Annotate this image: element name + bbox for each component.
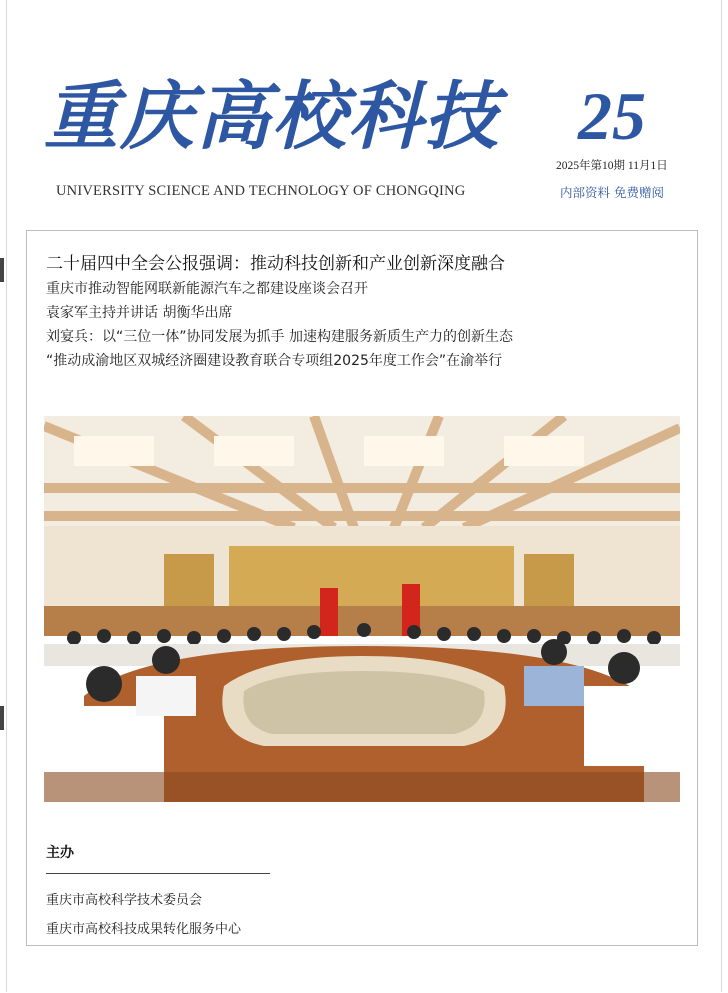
headline-item[interactable]: “推动成渝地区双城经济圈建设教育联合专项组2025年度工作会”在渝举行	[46, 353, 503, 369]
conference-photo	[44, 416, 680, 802]
sponsor-organization: 重庆市高校科学技术委员会	[46, 893, 203, 908]
headline-item[interactable]: 袁家军主持并讲话 胡衡华出席	[46, 305, 233, 321]
sponsor-label: 主办	[46, 845, 74, 861]
headline-item[interactable]: 刘宴兵：以“三位一体”协同发展为抓手 加速构建服务新质生产力的创新生态	[46, 329, 513, 345]
divider	[46, 873, 270, 874]
page-edge-mark	[0, 258, 4, 282]
issue-date: 2025年第10期 11月1日	[556, 160, 668, 172]
issue-number: 25	[578, 78, 646, 154]
masthead-subtitle: UNIVERSITY SCIENCE AND TECHNOLOGY OF CHONGQING	[56, 183, 466, 199]
page-edge-mark	[0, 706, 4, 730]
sponsor-organization: 重庆市高校科技成果转化服务中心	[46, 922, 242, 937]
issue-note: 内部资料 免费赠阅	[560, 185, 664, 200]
masthead-title: 重庆高校科技	[44, 74, 500, 160]
headline-main[interactable]: 二十届四中全会公报强调：推动科技创新和产业创新深度融合	[46, 254, 505, 274]
headline-list	[46, 251, 686, 373]
headline-item[interactable]: 重庆市推动智能网联新能源汽车之都建设座谈会召开	[46, 281, 368, 297]
